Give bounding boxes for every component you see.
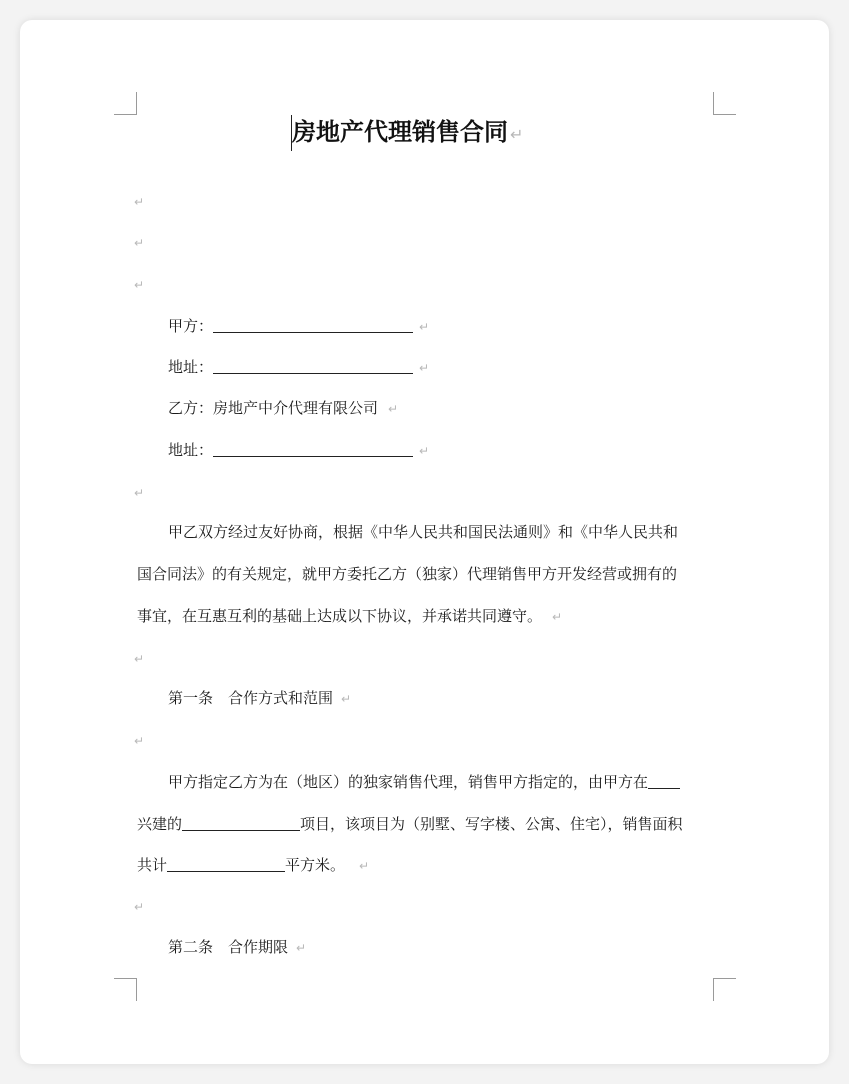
- article-1-text-1: 甲方指定乙方为在（地区）的独家销售代理，销售甲方指定的，由甲方在: [168, 773, 649, 791]
- empty-paragraph[interactable]: [134, 274, 144, 295]
- article-2-heading[interactable]: [168, 937, 306, 958]
- margin-corner-top-right: [713, 92, 736, 115]
- preamble-text-3: 事宜，在互惠互利的基础上达成以下协议，并承诺共同遵守。: [137, 607, 543, 625]
- margin-corner-bottom-right: [713, 978, 736, 1001]
- preamble-line-2[interactable]: [137, 564, 677, 584]
- paragraph-mark-icon: ↵: [359, 859, 370, 873]
- margin-corner-bottom-left: [114, 978, 137, 1001]
- preamble-line-3[interactable]: [137, 606, 562, 627]
- article-1-line-3[interactable]: [137, 855, 369, 876]
- article-1-line-1[interactable]: [168, 772, 680, 792]
- article-1-heading-text: 第一条 合作方式和范围: [168, 689, 334, 707]
- party-a-address-label: 地址：: [168, 358, 214, 376]
- paragraph-mark-icon: ↵: [296, 941, 307, 955]
- preamble-text-2: 国合同法》的有关规定，就甲方委托乙方（独家）代理销售甲方开发经营或拥有的: [137, 565, 678, 583]
- margin-corner-top-left: [114, 92, 137, 115]
- paragraph-mark-icon: ↵: [134, 900, 145, 914]
- article-1-heading[interactable]: [168, 688, 351, 709]
- paragraph-mark-icon: ↵: [134, 236, 145, 250]
- paragraph-mark-icon: ↵: [341, 692, 352, 706]
- party-b-address-blank[interactable]: [213, 440, 413, 457]
- paragraph-mark-icon: ↵: [134, 652, 145, 666]
- article-1-line-2[interactable]: [137, 814, 683, 834]
- preamble-line-1[interactable]: [168, 522, 678, 542]
- builder-blank[interactable]: [648, 772, 680, 789]
- article-2-heading-text: 第二条 合作期限: [168, 938, 289, 956]
- empty-paragraph[interactable]: [134, 232, 144, 253]
- paragraph-mark-icon: ↵: [552, 610, 563, 624]
- empty-paragraph[interactable]: [134, 482, 144, 503]
- article-1-text-2b: 项目，该项目为（别墅、写字楼、公寓、住宅），销售面积: [300, 815, 683, 833]
- empty-paragraph[interactable]: [134, 648, 144, 669]
- paragraph-mark-icon: ↵: [134, 195, 145, 209]
- paragraph-mark-icon: ↵: [510, 125, 524, 144]
- party-a-blank[interactable]: [213, 316, 413, 333]
- party-a-address-blank[interactable]: [213, 357, 413, 374]
- document-page: [20, 20, 829, 1064]
- paragraph-mark-icon: ↵: [134, 278, 145, 292]
- party-b-line[interactable]: [168, 398, 398, 419]
- paragraph-mark-icon: ↵: [388, 402, 399, 416]
- empty-paragraph[interactable]: [134, 896, 144, 917]
- article-1-text-3a: 共计: [137, 856, 168, 874]
- empty-paragraph[interactable]: [134, 730, 144, 751]
- party-b-address-label: 地址：: [168, 441, 214, 459]
- article-1-text-2a: 兴建的: [137, 815, 183, 833]
- party-b-address-line[interactable]: [168, 440, 429, 461]
- document-title[interactable]: [292, 116, 523, 151]
- empty-paragraph[interactable]: [134, 191, 144, 212]
- party-b-label: 乙方：房地产中介代理有限公司: [168, 399, 379, 417]
- paragraph-mark-icon: ↵: [419, 361, 430, 375]
- paragraph-mark-icon: ↵: [134, 486, 145, 500]
- preamble-text-1: 甲乙双方经过友好协商，根据《中华人民共和国民法通则》和《中华人民共和: [168, 523, 679, 541]
- paragraph-mark-icon: ↵: [419, 320, 430, 334]
- area-blank[interactable]: [167, 855, 285, 872]
- party-a-line[interactable]: [168, 316, 429, 337]
- project-name-blank[interactable]: [182, 814, 300, 831]
- article-1-text-3b: 平方米。: [285, 856, 346, 874]
- paragraph-mark-icon: ↵: [134, 734, 145, 748]
- document-title-text: 房地产代理销售合同: [292, 118, 508, 146]
- paragraph-mark-icon: ↵: [419, 444, 430, 458]
- party-a-address-line[interactable]: [168, 357, 429, 378]
- party-a-label: 甲方：: [168, 317, 214, 335]
